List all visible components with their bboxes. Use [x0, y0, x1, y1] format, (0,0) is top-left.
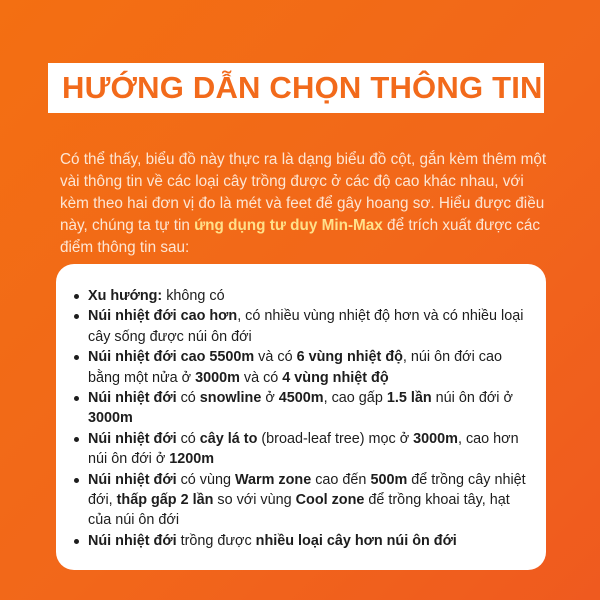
key-point-bold-text: nhiều loại cây hơn núi ôn đới: [255, 532, 457, 549]
intro-paragraph: [60, 149, 548, 259]
key-point-text: , núi ôn đới cao bằng một nửa ở: [88, 349, 502, 386]
page-title: HƯỚNG DẪN CHỌN THÔNG TIN: [62, 70, 543, 105]
key-point-bold-text: Xu hướng:: [88, 288, 163, 304]
key-point-bold-text: 3000m: [88, 410, 133, 427]
key-point-bold-text: Cool zone: [295, 492, 365, 509]
key-point-text: và có: [254, 349, 297, 366]
key-points-card: [56, 264, 546, 570]
key-point-text: so với vùng: [213, 492, 296, 509]
key-point-bold-text: Núi nhiệt đới cao 5500m: [88, 349, 255, 366]
key-point-text: và có: [239, 369, 283, 386]
title-banner: [48, 63, 544, 113]
key-point-item: [74, 429, 526, 470]
key-point-text: không có: [162, 288, 225, 304]
key-point-text: có: [176, 390, 200, 407]
key-point-text: có vùng: [176, 471, 235, 488]
key-point-bold-text: Núi nhiệt đới cao hơn: [88, 308, 238, 325]
key-point-bold-text: Núi nhiệt đới: [88, 390, 177, 407]
key-point-item: [74, 286, 526, 306]
key-point-item: [74, 347, 526, 388]
key-point-item: [74, 470, 526, 531]
key-point-text: , có nhiều vùng nhiệt độ hơn và có nhiều loại cây sống được núi ôn đới: [88, 308, 524, 345]
key-point-text: (broad-leaf tree) mọc ở: [257, 430, 414, 447]
intro-tail: để trích xuất được các điểm thông tin sau:: [60, 217, 540, 257]
key-point-bold-text: thấp gấp 2 lần: [116, 492, 214, 509]
key-point-text: trồng được: [176, 532, 256, 549]
key-point-text: , cao gấp: [323, 390, 387, 407]
intro-text: Có thể thấy, biểu đồ này thực ra là dạng biểu đồ cột, gắn kèm thêm một vài thông tin về các loại cây trồng được ở các độ cao khác nhau, với kèm theo hai đơn vị đo là mét và feet để gây hoang sơ. Hiểu được điều này, chúng ta tự tin: [60, 151, 547, 235]
key-point-bold-text: Núi nhiệt đới: [88, 430, 177, 447]
key-point-item: [74, 306, 526, 347]
key-point-bold-text: 3000m: [195, 369, 240, 386]
key-point-text: để trồng khoai tây, hạt của núi ôn đới: [88, 492, 510, 529]
key-point-bold-text: 4 vùng nhiệt độ: [282, 369, 389, 386]
key-point-text: có: [176, 430, 200, 447]
key-point-bold-text: 4500m: [278, 390, 324, 407]
key-point-text: , cao hơn núi ôn đới ở: [88, 430, 519, 468]
key-point-item: [74, 531, 526, 551]
key-point-bold-text: Núi nhiệt đới: [88, 532, 177, 549]
key-points-list: [74, 286, 526, 551]
key-point-bold-text: Núi nhiệt đới: [88, 471, 177, 488]
key-point-item: [74, 388, 526, 429]
key-point-bold-text: 1200m: [169, 451, 215, 468]
key-point-text: cao đến: [311, 471, 371, 488]
intro-highlight: ứng dụng tư duy Min-Max: [194, 217, 383, 235]
key-point-text: ở: [261, 390, 279, 407]
key-point-bold-text: 6 vùng nhiệt độ: [296, 349, 403, 366]
key-point-bold-text: 500m: [370, 471, 408, 488]
key-point-bold-text: 1.5 lần: [386, 390, 432, 407]
key-point-text: núi ôn đới ở: [431, 390, 513, 407]
key-point-bold-text: cây lá to: [199, 430, 258, 447]
key-point-bold-text: 3000m: [413, 430, 458, 447]
key-point-text: để trồng cây nhiệt đới,: [88, 471, 526, 509]
key-point-bold-text: snowline: [199, 390, 262, 407]
key-point-bold-text: Warm zone: [234, 471, 312, 488]
